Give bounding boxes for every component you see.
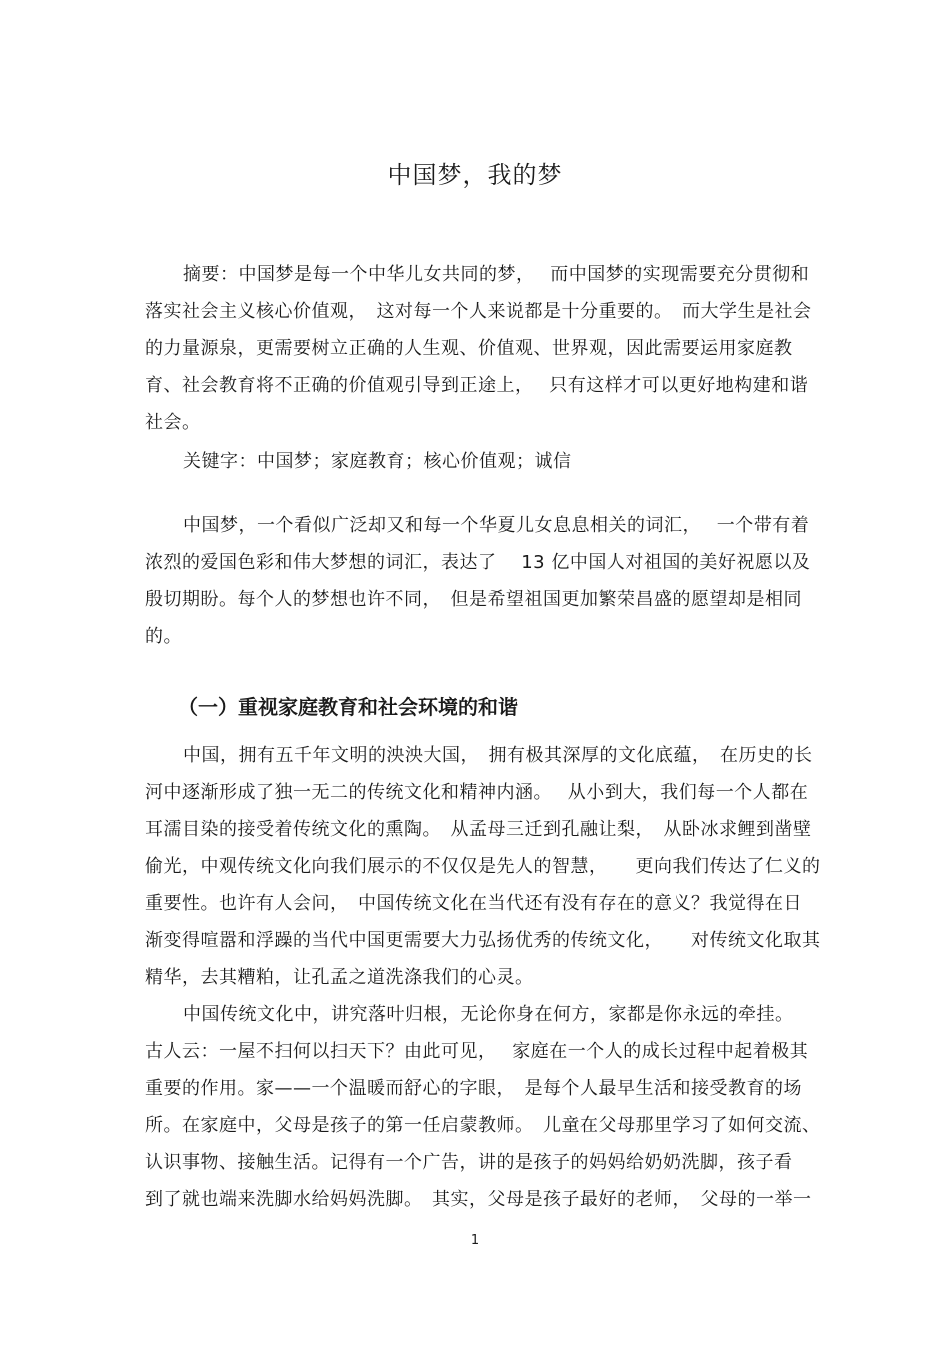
intro-line: 浓烈的爱国色彩和伟大梦想的词汇，表达了 13 亿中国人对祖国的美好祝愿以及 xyxy=(145,552,811,573)
abstract-line: 社会。 xyxy=(145,412,201,433)
abstract-line: 的力量源泉，更需要树立正确的人生观、价值观、世界观，因此需要运用家庭教 xyxy=(145,338,793,359)
body-line: 认识事物、接触生活。记得有一个广告，讲的是孩子的妈妈给奶奶洗脚，孩子看 xyxy=(145,1152,793,1173)
section-heading: （一）重视家庭教育和社会环境的和谐 xyxy=(178,695,518,719)
body-line: 河中逐渐形成了独一无二的传统文化和精神内涵。 从小到大，我们每一个人都在 xyxy=(145,782,809,803)
abstract-line: 摘要：中国梦是每一个中华儿女共同的梦， 而中国梦的实现需要充分贯彻和 xyxy=(183,264,810,285)
abstract-line: 落实社会主义核心价值观， 这对每一个人来说都是十分重要的。 而大学生是社会 xyxy=(145,301,812,322)
body-line: 古人云：一屋不扫何以扫天下？由此可见， 家庭在一个人的成长过程中起着极其 xyxy=(145,1041,809,1062)
document-title: 中国梦，我的梦 xyxy=(387,161,563,189)
body-line: 中国传统文化中，讲究落叶归根，无论你身在何方，家都是你永远的牵挂。 xyxy=(183,1004,794,1025)
body-line: 渐变得喧嚣和浮躁的当代中国更需要大力弘扬优秀的传统文化， 对传统文化取其 xyxy=(145,930,821,951)
abstract-line: 育、社会教育将不正确的价值观引导到正途上， 只有这样才可以更好地构建和谐 xyxy=(145,375,809,396)
keywords-line: 关键字：中国梦；家庭教育；核心价值观；诚信 xyxy=(183,451,572,472)
body-line: 中国，拥有五千年文明的泱泱大国， 拥有极其深厚的文化底蕴， 在历史的长 xyxy=(183,745,813,766)
intro-line: 殷切期盼。每个人的梦想也许不同， 但是希望祖国更加繁荣昌盛的愿望却是相同 xyxy=(145,589,802,610)
intro-line: 的。 xyxy=(145,626,182,647)
body-line: 到了就也端来洗脚水给妈妈洗脚。 其实，父母是孩子最好的老师， 父母的一举一 xyxy=(145,1189,812,1210)
body-line: 重要性。也许有人会问， 中国传统文化在当代还有没有存在的意义？我觉得在日 xyxy=(145,893,802,914)
body-line: 耳濡目染的接受着传统文化的熏陶。 从孟母三迁到孔融让梨， 从卧冰求鲤到凿壁 xyxy=(145,819,812,840)
intro-line: 中国梦，一个看似广泛却又和每一个华夏儿女息息相关的词汇， 一个带有着 xyxy=(183,515,810,536)
page-number: 1 xyxy=(470,1233,480,1248)
body-line: 偷光，中观传统文化向我们展示的不仅仅是先人的智慧， 更向我们传达了仁义的 xyxy=(145,856,821,877)
body-line: 所。在家庭中，父母是孩子的第一任启蒙教师。 儿童在父母那里学习了如何交流、 xyxy=(145,1115,821,1136)
body-line: 重要的作用。家——一个温暖而舒心的字眼， 是每个人最早生活和接受教育的场 xyxy=(145,1078,802,1099)
body-line: 精华，去其糟粕，让孔孟之道洗涤我们的心灵。 xyxy=(145,967,534,988)
